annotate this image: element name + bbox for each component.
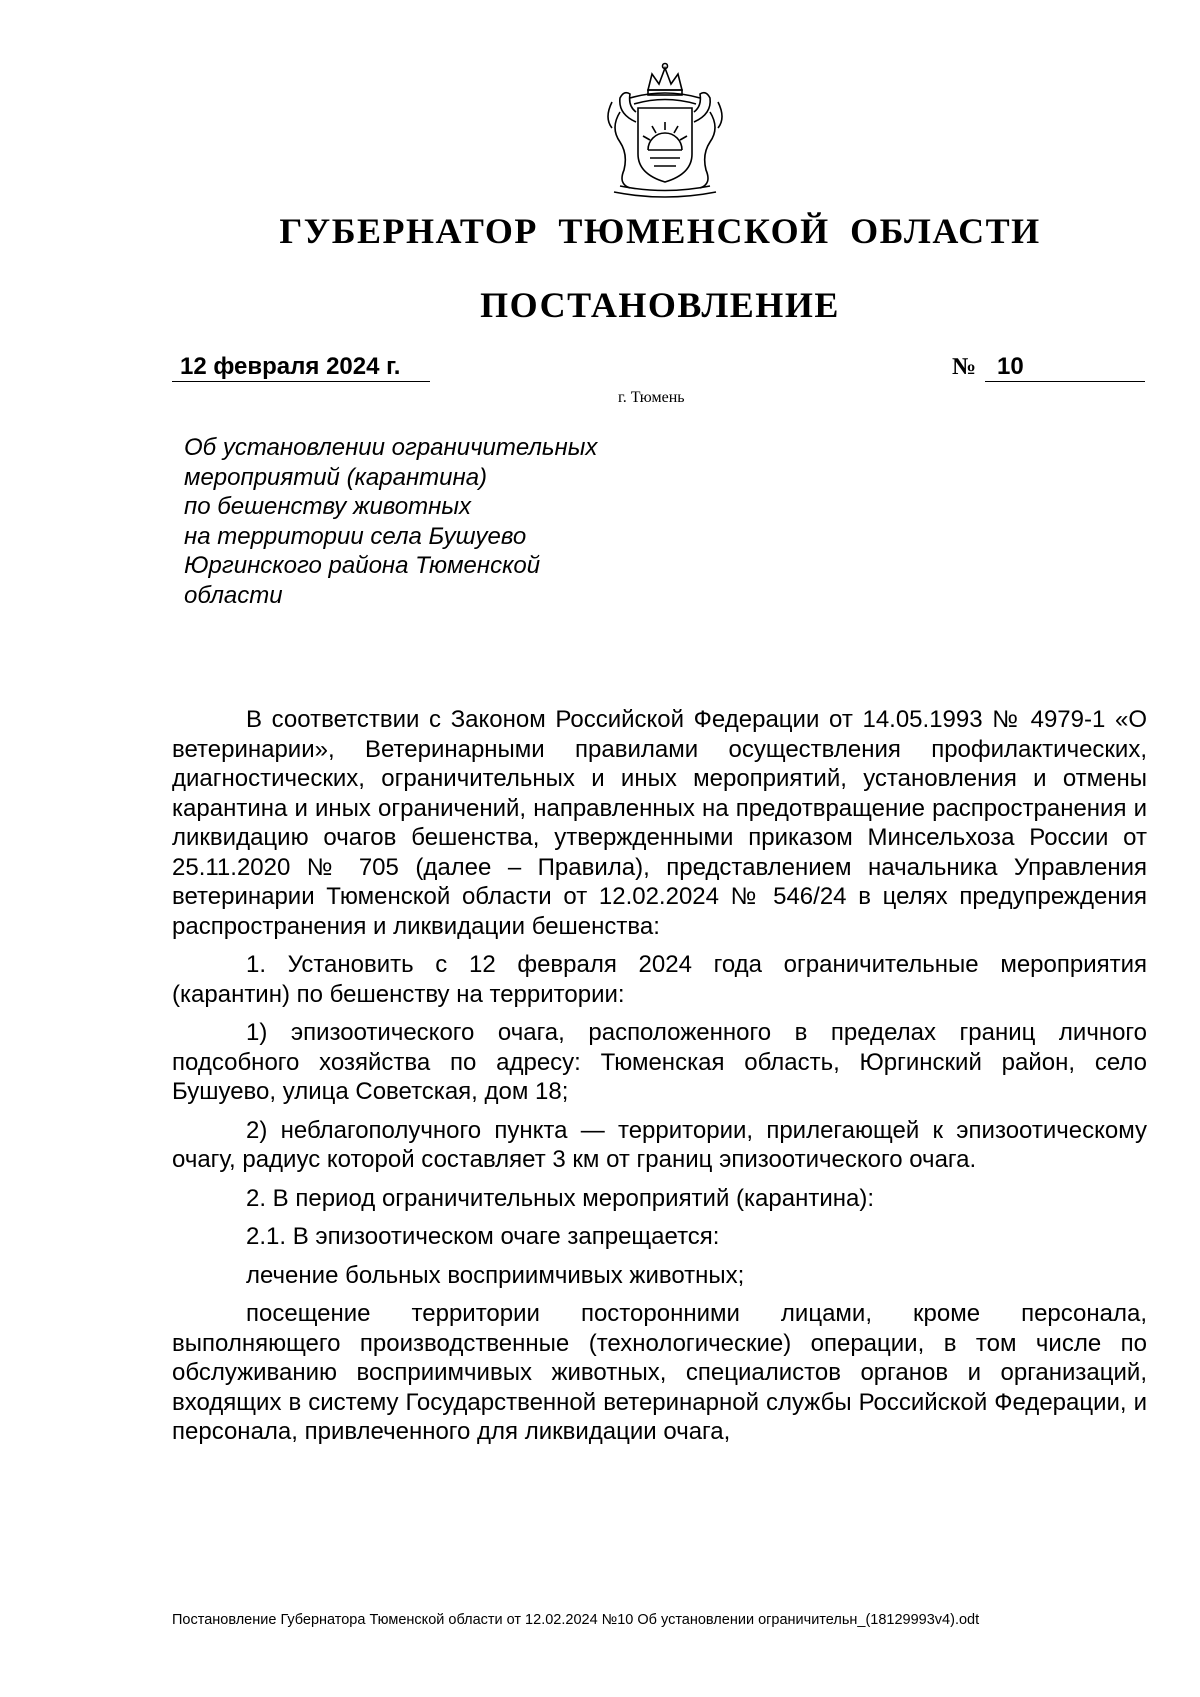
clause-2: 2. В период ограничительных мероприятий (карантина):: [246, 1184, 875, 1212]
prohibition-item: лечение больных восприимчивых животных;: [246, 1261, 745, 1289]
subject-line: на территории села Бушуево: [184, 522, 527, 550]
preamble-paragraph: В соответствии с Законом Российской Федерации от 14.05.1993 № 4979-1 «О ветеринарии», Ветеринарными правилами осуществления профилактических, диагностических, ограничительных и иных мероприятий, установления и отмены карантина и иных ограничений, направленных на предотвращение распространения и ликвидацию очагов бешенства, утвержденными приказом Минсельхоза России от 25.11.2020 № 705 (далее – Правила), представлением начальника Управления ветеринарии Тюменской области от 12.02.2024 № 546/24 в целях предупреждения распространения и ликвидации бешенства:: [172, 706, 1147, 940]
subject-line: мероприятий (карантина): [184, 463, 488, 491]
subject-line: Юргинского района Тюменской: [184, 552, 541, 579]
prohibition-item: посещение территории посторонними лицами, кроме персонала, выполняющего производственные (технологические) операции, в том числе по обслуживанию восприимчивых животных, специалистов органов и организаций, входящих в систему Государственной ветеринарной службы Российской Федерации, и персонала, привлеченного для ликвидации очага,: [172, 1300, 1147, 1445]
coat-of-arms-icon: [590, 62, 740, 202]
document-subject: [184, 433, 684, 610]
clause-1: 1. Установить с 12 февраля 2024 года ограничительные мероприятия (карантин) по бешенству на территории:: [172, 951, 1147, 1008]
issuing-authority: ГУБЕРНАТОР ТЮМЕНСКОЙ ОБЛАСТИ: [279, 211, 1041, 251]
document-body: [172, 705, 1147, 1456]
clause-1-item-2: 2) неблагополучного пункта — территории, прилегающей к эпизоотическому очагу, радиус которой составляет 3 км от границ эпизоотического очага.: [172, 1116, 1147, 1173]
subject-line: по бешенству животных: [184, 493, 472, 520]
clause-1-item-1: 1) эпизоотического очага, расположенного в пределах границ личного подсобного хозяйства по адресу: Тюменская область, Юргинский район, село Бушуево, улица Советская, дом 18;: [172, 1019, 1147, 1105]
city: г. Тюмень: [618, 389, 685, 406]
document-date: 12 февраля 2024 г.: [172, 352, 430, 382]
number-label: №: [952, 354, 977, 380]
clause-2-1: 2.1. В эпизоотическом очаге запрещается:: [246, 1223, 720, 1250]
subject-line: области: [184, 581, 283, 609]
subject-line: Об установлении ограничительных: [184, 434, 598, 461]
document-type: ПОСТАНОВЛЕНИЕ: [480, 285, 840, 325]
file-footer: Постановление Губернатора Тюменской области от 12.02.2024 №10 Об установлении ограничительн_(18129993v4).odt: [172, 1612, 980, 1628]
document-number: 10: [985, 352, 1145, 382]
